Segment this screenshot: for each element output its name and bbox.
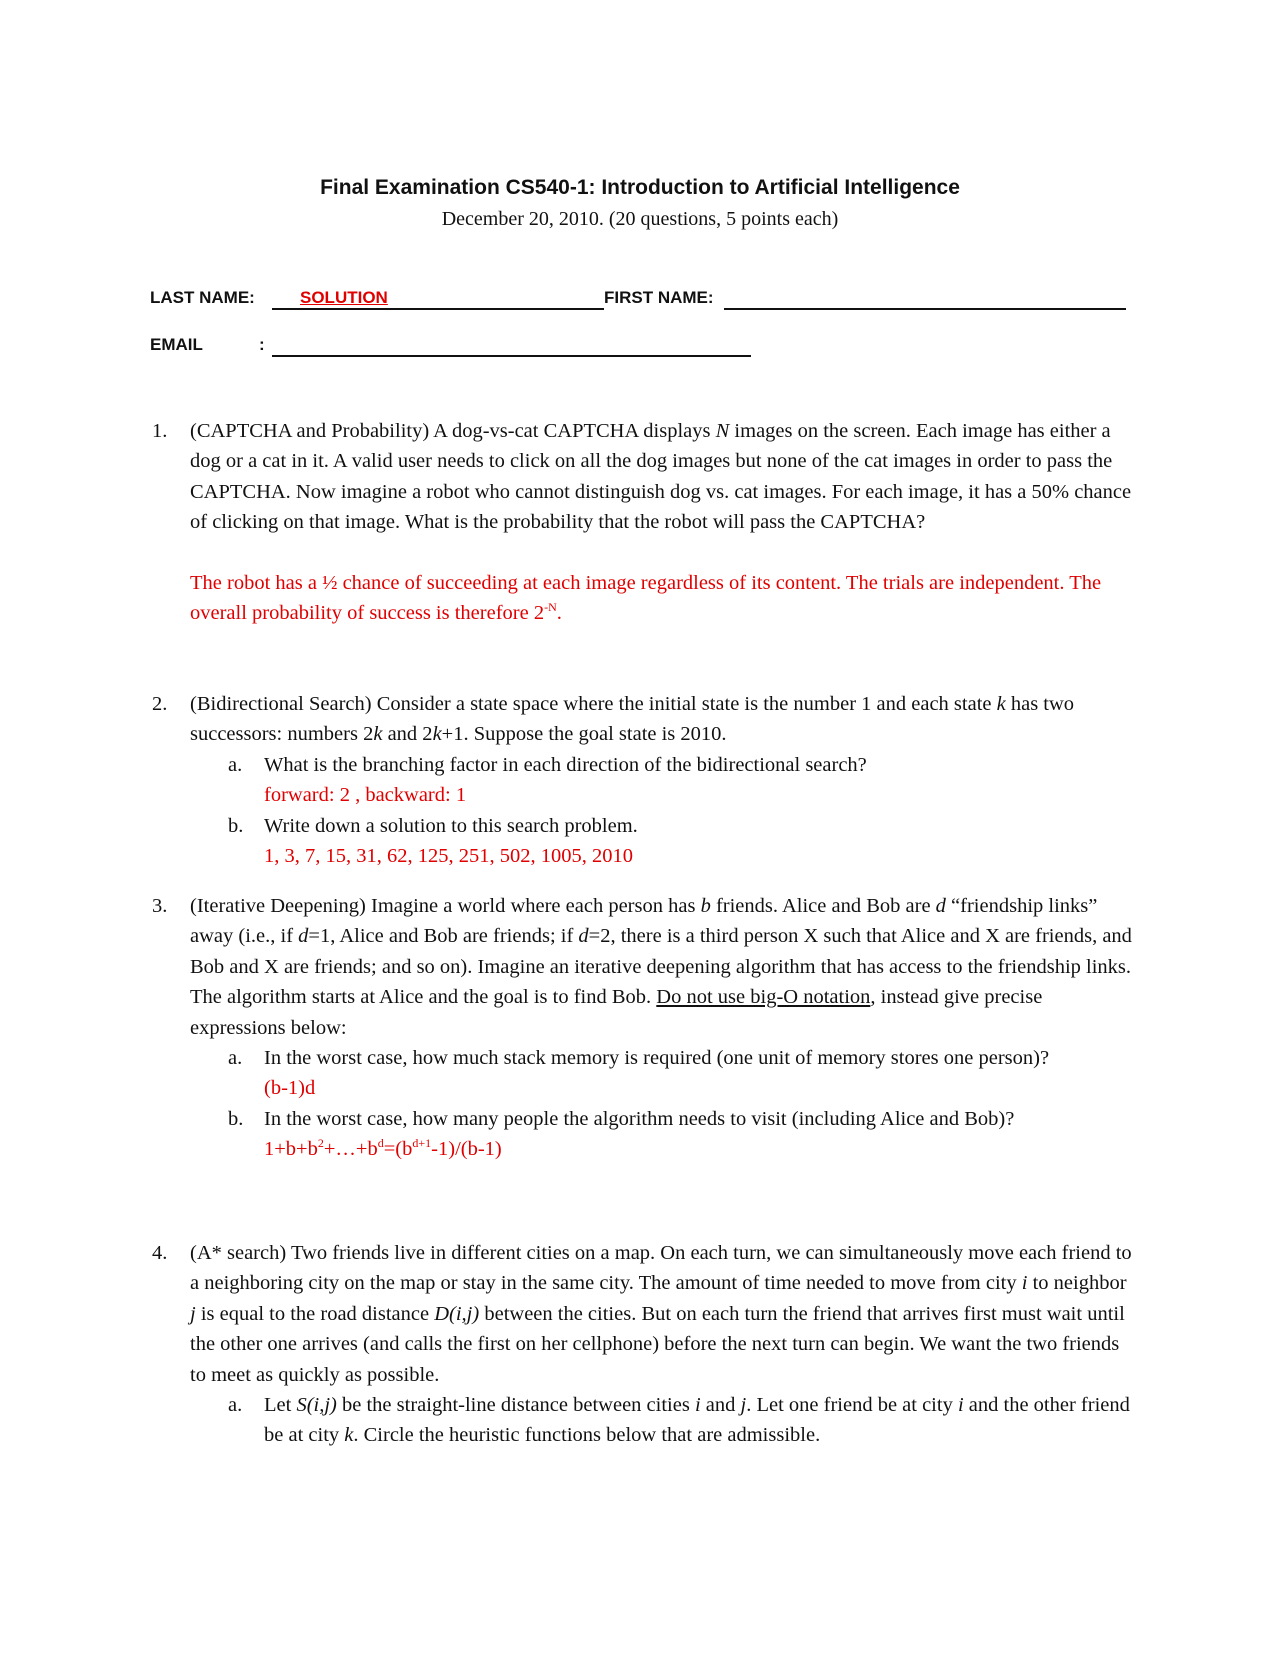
email-colon: :: [259, 335, 265, 354]
first-name-field[interactable]: [724, 286, 1126, 310]
email-label: EMAIL: [150, 335, 203, 354]
first-name-label: FIRST NAME:: [604, 288, 714, 307]
subquestion-text: In the worst case, how much stack memory is required (one unit of memory stores one person)?: [264, 1047, 1050, 1070]
question-answer: The robot has a ½ chance of succeeding at each image regardless of its content. The trials are independent. The overall probability of success is therefore $2^{-N}$.: [190, 571, 1102, 625]
question-text: (A* search) Two friends live in different cities on a map. On each turn, we can simultaneously move each friend to a neighboring city on the map or stay in the same city. The amount of time needed to move from city i to neighbor j is equal to the road distance D(i,j) between the cities. But on each turn the friend that arrives first must wait until the other one arrives (and calls the first on her cellphone) before the next turn can begin. We want the two friends to meet as quickly as possible.: [190, 1242, 1132, 1386]
question-text: (Bidirectional Search) Consider a state space where the initial state is the number 1 and each state k has two successors: numbers 2k and 2k+1. Suppose the goal state is 2010.: [190, 693, 1075, 746]
question-3: [152, 891, 1132, 1165]
question-4: [152, 1238, 1132, 1451]
subquestion-b: [228, 811, 1132, 872]
question-text: (Iterative Deepening) Imagine a world where each person has b friends. Alice and Bob are d “friendship links” away (i.e., if d=1, Alice and Bob are friends; if d=2, there is a third person X such that Alice and X are friends, and Bob and X are friends; and so on). Imagine an iterative deepening algorithm that has access to the friendship links. The algorithm starts at Alice and the goal is to find Bob. Do not use big-O notation, instead give precise expressions below:: [190, 895, 1132, 1039]
question-number: 4.: [152, 1242, 168, 1264]
exam-subtitle: December 20, 2010. (20 questions, 5 points each): [441, 208, 839, 230]
email-field[interactable]: [272, 333, 751, 357]
subquestion-b: [228, 1104, 1132, 1165]
subquestion-a: [228, 1043, 1132, 1104]
subquestion-a: [228, 750, 1132, 811]
subquestion-letter: a.: [228, 1047, 243, 1070]
subquestion-letter: a.: [228, 753, 243, 776]
question-text: (CAPTCHA and Probability) A dog-vs-cat CAPTCHA displays N images on the screen. Each image has either a dog or a cat in it. A valid user needs to click on all the dog images but none of the cat images in order to pass the CAPTCHA. Now imagine a robot who cannot distinguish dog vs. cat images. For each image, it has a 50% chance of clicking on that image. What is the probability that the robot will pass the CAPTCHA?: [190, 420, 1132, 534]
exam-title: Final Examination CS540-1: Introduction to Artificial Intelligence: [320, 176, 960, 199]
subquestion-answer: $1+b+b^2+\dots+b^d=(b^{d+1}-1)/(b-1)$: [264, 1136, 502, 1161]
question-2: [152, 689, 1132, 871]
question-number: 3.: [152, 895, 168, 917]
subquestion-text: Write down a solution to this search problem.: [264, 814, 638, 837]
last-name-value: SOLUTION: [300, 288, 388, 307]
subquestion-letter: a.: [228, 1394, 243, 1417]
last-name-label: LAST NAME:: [150, 288, 255, 307]
subquestion-letter: b.: [228, 814, 244, 837]
subquestion-answer: forward: 2 , backward: 1: [264, 784, 467, 807]
question-number: 2.: [152, 693, 168, 715]
subquestion-answer: (b-1)d: [264, 1077, 316, 1100]
question-1: [152, 416, 1132, 628]
subquestion-text: In the worst case, how many people the algorithm needs to visit (including Alice and Bob)?: [264, 1107, 1015, 1130]
last-name-row: [0, 0, 1280, 380]
question-number: 1.: [152, 420, 168, 442]
subquestion-text: Let S(i,j) be the straight-line distance between cities i and j. Let one friend be at city i and the other friend be at city k. Circle the heuristic functions below that are admissible.: [264, 1394, 1130, 1447]
subquestion-text: What is the branching factor in each direction of the bidirectional search?: [264, 753, 867, 776]
subquestion-letter: b.: [228, 1107, 244, 1130]
subquestion-answer: 1, 3, 7, 15, 31, 62, 125, 251, 502, 1005, 2010: [264, 845, 633, 868]
subquestion-a: [228, 1390, 1132, 1451]
